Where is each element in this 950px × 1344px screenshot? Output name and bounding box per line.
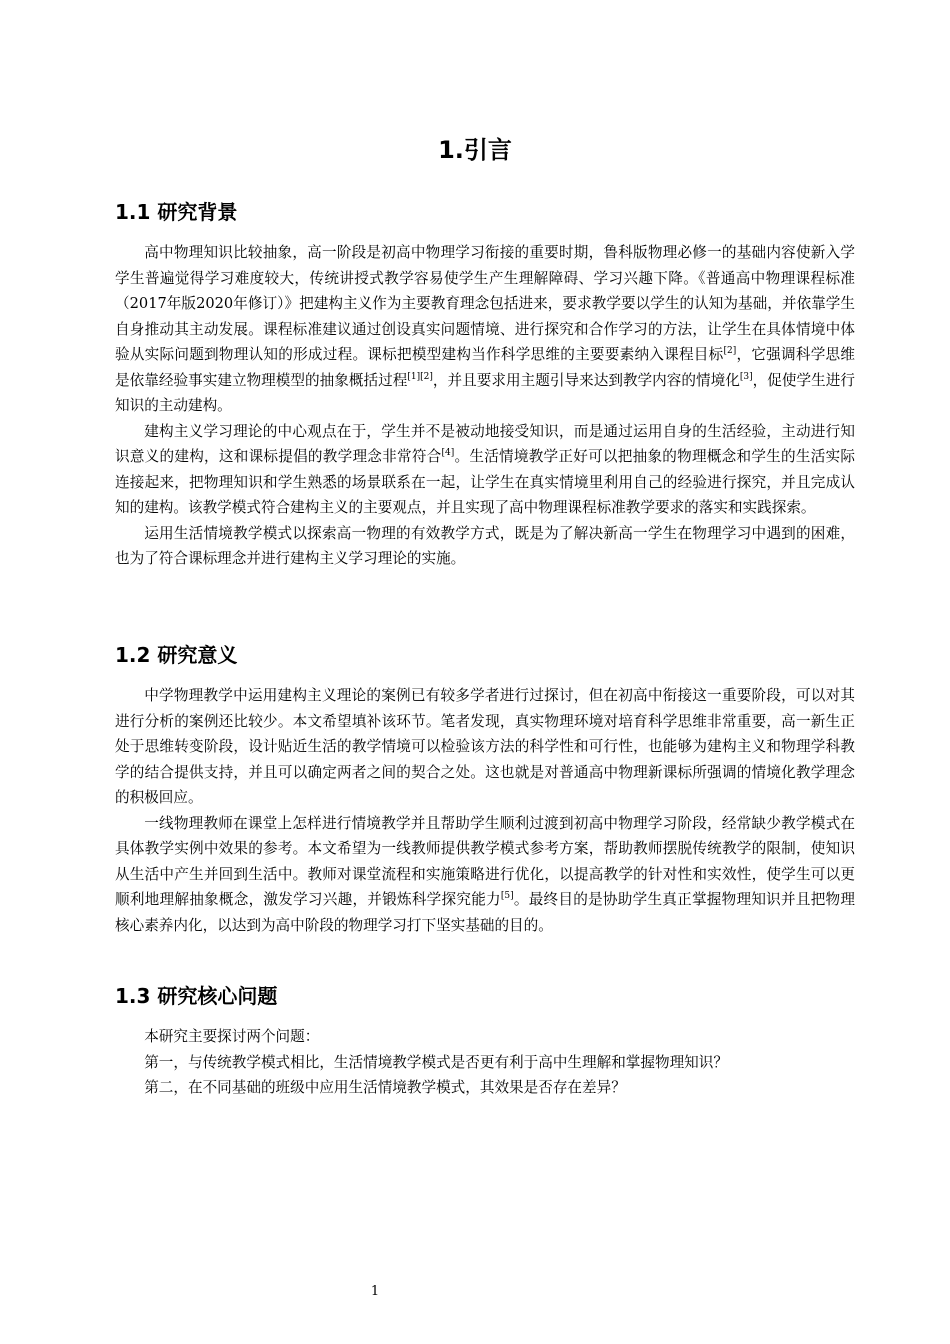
text-run: 运用生活情境教学模式以探索高一物理的有效教学方式，既是为了解决新高一学生在物理学习中遇到的困难，也为了符合课标理念并进行建构主义学习理论的实施。 [115,524,855,567]
text-run: ，它强调科学思维是依靠经验事实建立物理模型的抽象概括过程 [115,346,855,389]
paragraph [115,240,855,419]
section-body [115,1024,855,1101]
citation-reference: [5] [500,891,514,902]
text-run: ，促使学生进行知识的主动建构。 [115,371,855,414]
chapter-title: 1.引言 [438,136,512,164]
text-run: 中学物理教学中运用建构主义理论的案例已有较多学者进行过探讨，但在初高中衔接这一重要阶段，可以对其进行分析的案例还比较少。本文希望填补该环节。笔者发现，真实物理环境对培育科学思维非常重要，高一新生正处于思维转变阶段，设计贴近生活的教学情境可以检验该方法的科学性和可行性，也能够为建构主义和物理学科教学的结合提供支持，并且可以确定两者之间的契合之处。这也就是对普通高中物理新课标所强调的情境化教学理念的积极回应。 [115,687,855,806]
section-research-background [115,197,855,572]
paragraph [115,419,855,521]
text-run: 建构主义学习理论的中心观点在于，学生并不是被动地接受知识，而是通过运用自身的生活经验，主动进行知识意义的建构，这和课标提倡的教学理念非常符合 [115,422,855,465]
text-run: 高中物理知识比较抽象，高一阶段是初高中物理学习衔接的重要时期，鲁科版物理必修一的基础内容使新入学学生普遍觉得学习难度较大，传统讲授式教学容易使学生产生理解障碍、学习兴趣下降。《普通高中物理课程标准（2017年版2020年修订）》把建构主义作为主要教育理念包括进来，要求教学要以学生的认知为基础，并依靠学生自身推动其主动发展。课程标准建议通过创设真实问题情境、进行探究和合作学习的方法，让学生在具体情境中体验从实际问题到物理认知的形成过程。课标把模型建构当作科学思维的主要要素纳入课程目标 [115,244,855,363]
paragraph [115,1075,855,1101]
paragraph [115,683,855,811]
section-core-questions [115,981,855,1101]
section-research-significance [115,640,855,938]
paragraph [115,811,855,939]
section-heading: 1.2 研究意义 [115,643,238,667]
section-body [115,240,855,572]
page-number: 1 [370,1284,380,1299]
section-heading: 1.1 研究背景 [115,200,238,224]
citation-reference: [3] [739,371,753,382]
citation-reference: [1][2] [407,371,433,382]
text-run: 本研究主要探讨两个问题： [144,1028,320,1045]
text-run: 一线物理教师在课堂上怎样进行情境教学并且帮助学生顺利过渡到初高中物理学习阶段，经常缺少教学模式在具体教学实例中效果的参考。本文希望为一线教师提供教学模式参考方案，帮助教师摆脱传统教学的限制，使知识从生活中产生并回到生活中。教师对课堂流程和实施策略进行优化，以提高教学的针对性和实效性，使学生可以更顺利地理解抽象概念，激发学习兴趣，并锻炼科学探究能力 [115,814,855,908]
paragraph [115,1050,855,1076]
section-body [115,683,855,938]
paragraph [115,1024,855,1050]
text-run: 第一，与传统教学模式相比，生活情境教学模式是否更有利于高中生理解和掌握物理知识？ [144,1053,728,1071]
citation-reference: [2] [723,346,737,357]
text-run: 第二，在不同基础的班级中应用生活情境教学模式，其效果是否存在差异？ [144,1079,626,1096]
text-run: 。最终目的是协助学生真正掌握物理知识并且把物理核心素养内化，以达到为高中阶段的物理学习打下坚实基础的目的。 [115,891,855,934]
text-run: 。生活情境教学正好可以把抽象的物理概念和学生的生活实际连接起来，把物理知识和学生熟悉的场景联系在一起，让学生在真实情境里利用自己的经验进行探究，并且完成认知的建构。该教学模式符合建构主义的主要观点，并且实现了高中物理课程标准教学要求的落实和实践探索。 [115,448,855,516]
paragraph [115,521,855,572]
section-heading: 1.3 研究核心问题 [115,984,278,1008]
text-run: ，并且要求用主题引导来达到教学内容的情境化 [432,371,740,389]
citation-reference: [4] [441,448,455,459]
